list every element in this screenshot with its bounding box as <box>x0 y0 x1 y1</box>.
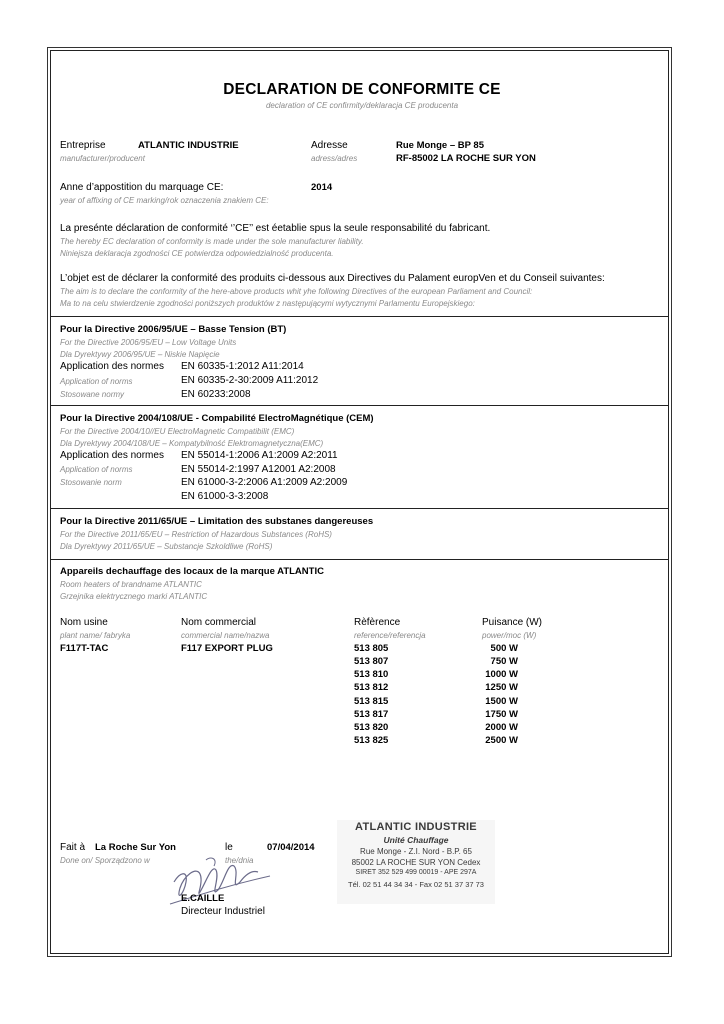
marking-year: 2014 <box>311 182 333 193</box>
the-dnia-translation: the/dnia <box>225 856 254 865</box>
directive-bt-norm: EN 60335-2-30:2009 A11:2012 <box>181 375 319 386</box>
signatory-name: E.CAILLE <box>181 893 225 904</box>
adresse-line1: Rue Monge – BP 85 <box>396 140 484 151</box>
table-row-power: 1000 W <box>485 669 518 680</box>
directive-bt-norms-label: Application des normes <box>60 361 164 372</box>
document-subtitle: declaration of CE confirmity/deklaracja CE producenta <box>265 101 459 110</box>
table-row-power: 2000 W <box>485 722 518 733</box>
directive-bt-norms-pl: Stosowane normy <box>60 390 125 399</box>
directive-cem-norm: EN 61000-3-2:2006 A1:2009 A2:2009 <box>181 477 348 488</box>
directive-rohs-en: For the Directive 2011/65/EU – Restriction of Hazardous Substances (RoHS) <box>60 530 332 539</box>
company-stamp <box>337 820 495 904</box>
stamp-line: Tél. 02 51 44 34 34 - Fax 02 51 37 37 73 <box>348 880 484 889</box>
directive-cem-norm: EN 55014-1:2006 A1:2009 A2:2011 <box>181 450 338 461</box>
directive-bt-pl: Dla Dyrektywy 2006/95/UE – Niskie Napięcie <box>60 350 220 359</box>
table-row-reference: 513 807 <box>354 656 389 667</box>
entreprise-translation: manufacturer/producent <box>60 154 145 163</box>
directive-cem-norm: EN 61000-3-3:2008 <box>181 491 269 502</box>
directive-cem-title: Pour la Directive 2004/108/UE - Compabilité ElectroMagnétique (CEM) <box>60 413 374 424</box>
statement2-fr: L’objet est de déclarer la conformité des produits ci-dessous aux Directives du Palament europVen et du Conseil suivantes: <box>60 273 605 284</box>
table-row-power: 500 W <box>490 643 518 654</box>
marking-translation: year of affixing of CE marking/rok oznaczenia znakiem CE: <box>60 196 269 205</box>
statement1-pl: Niniejsza deklaracja zgodności CE potwierdza odpowiedzialność producenta. <box>60 249 334 258</box>
table-row-power: 1250 W <box>485 682 518 693</box>
plant-name-value: F117T-TAC <box>60 643 109 654</box>
signatory-role: Directeur Industriel <box>181 906 265 917</box>
document-title: DECLARATION DE CONFORMITE CE <box>223 81 501 98</box>
directive-bt-norms-en: Application of norms <box>60 377 133 386</box>
handwritten-signature <box>166 852 276 914</box>
table-row-power: 1750 W <box>485 709 518 720</box>
column-translation-plant-name: plant name/ fabryka <box>60 631 131 640</box>
section-divider <box>50 508 669 509</box>
directive-cem-norms-label: Application des normes <box>60 450 164 461</box>
directive-cem-norms-pl: Stosowanie norm <box>60 478 122 487</box>
adresse-translation: adress/adres <box>311 154 358 163</box>
directive-cem-pl: Dla Dyrektywy 2004/108/UE – Kompatybilność Elektromagnetyczna(EMC) <box>60 439 324 448</box>
column-translation-commercial-name: commercial name/nazwa <box>181 631 270 640</box>
table-row-reference: 513 805 <box>354 643 389 654</box>
directive-bt-norm: EN 60233:2008 <box>181 389 251 400</box>
directive-cem-en: For the Directive 2004/10//EU ElectroMagnetic Compatibilit (EMC) <box>60 427 295 436</box>
directive-bt-title: Pour la Directive 2006/95/UE – Basse Tension (BT) <box>60 324 287 335</box>
stamp-line: 85002 LA ROCHE SUR YON Cedex <box>351 858 481 867</box>
le-label: le <box>225 842 233 853</box>
section-divider <box>50 559 669 560</box>
done-on-translation: Done on/ Sporządzono w <box>60 856 150 865</box>
table-row-reference: 513 815 <box>354 696 389 707</box>
statement2-pl: Ma to na celu stwierdzenie zgodności poniższych produktów z następującymi wytycznymi Parlamentu Europejskiego: <box>60 299 475 308</box>
table-row-power: 750 W <box>490 656 518 667</box>
entreprise-label: Entreprise <box>60 140 106 151</box>
directive-cem-norm: EN 55014-2:1997 A12001 A2:2008 <box>181 464 336 475</box>
section-divider <box>50 316 669 317</box>
table-row-reference: 513 820 <box>354 722 389 733</box>
column-translation-power: power/moc (W) <box>482 631 537 640</box>
statement2-en: The aim is to declare the conformity of the here-above products whit yhe following Directives of the european Parliament and Council: <box>60 287 533 296</box>
table-row-reference: 513 812 <box>354 682 389 693</box>
entreprise-value: ATLANTIC INDUSTRIE <box>138 140 239 151</box>
fait-label: Fait à <box>60 842 86 853</box>
directive-bt-norm: EN 60335-1:2012 A11:2014 <box>181 361 304 372</box>
signature-place: La Roche Sur Yon <box>95 842 176 853</box>
adresse-line2: RF-85002 LA ROCHE SUR YON <box>396 153 536 164</box>
column-header-commercial-name: Nom commercial <box>181 617 257 628</box>
marking-label: Anne d’appostition du marquage CE: <box>60 182 224 193</box>
stamp-line: Unité Chauffage <box>383 835 449 845</box>
column-header-power: Puisance (W) <box>482 617 543 628</box>
products-title: Appareils dechauffage des locaux de la marque ATLANTIC <box>60 566 324 577</box>
products-pl: Grzejnika elektrycznego marki ATLANTIC <box>60 592 208 601</box>
table-row-reference: 513 810 <box>354 669 389 680</box>
table-row-reference: 513 825 <box>354 735 389 746</box>
directive-rohs-title: Pour la Directive 2011/65/UE – Limitation des substanes dangereuses <box>60 516 374 527</box>
directive-bt-en: For the Directive 2006/95/EU – Low Voltage Units <box>60 338 237 347</box>
column-translation-reference: reference/referencja <box>354 631 426 640</box>
directive-rohs-pl: Dla Dyrektywy 2011/65/UE – Substancje Szkoldliwe (RoHS) <box>60 542 273 551</box>
table-row-power: 2500 W <box>485 735 518 746</box>
commercial-name-value: F117 EXPORT PLUG <box>181 643 273 654</box>
column-header-reference: Rèfèrence <box>354 617 401 628</box>
statement1-en: The hereby EC declaration of conformity is made under the sole manufacturer liability. <box>60 237 364 246</box>
stamp-line: SIRET 352 529 499 00019 - APE 297A <box>355 869 477 876</box>
directive-cem-norms-en: Application of norms <box>60 465 133 474</box>
table-row-power: 1500 W <box>485 696 518 707</box>
products-en: Room heaters of brandname ATLANTIC <box>60 580 202 589</box>
stamp-line: Rue Monge - Z.I. Nord - B.P. 65 <box>360 847 472 856</box>
signature-date: 07/04/2014 <box>267 842 315 853</box>
column-header-plant-name: Nom usine <box>60 617 108 628</box>
statement1-fr: La presénte déclaration de conformité ‘’CE’’ est éetablie spus la seule responsabilité du fabricant. <box>60 223 491 234</box>
adresse-label: Adresse <box>311 140 348 151</box>
section-divider <box>50 405 669 406</box>
stamp-line: ATLANTIC INDUSTRIE <box>355 821 477 833</box>
table-row-reference: 513 817 <box>354 709 389 720</box>
